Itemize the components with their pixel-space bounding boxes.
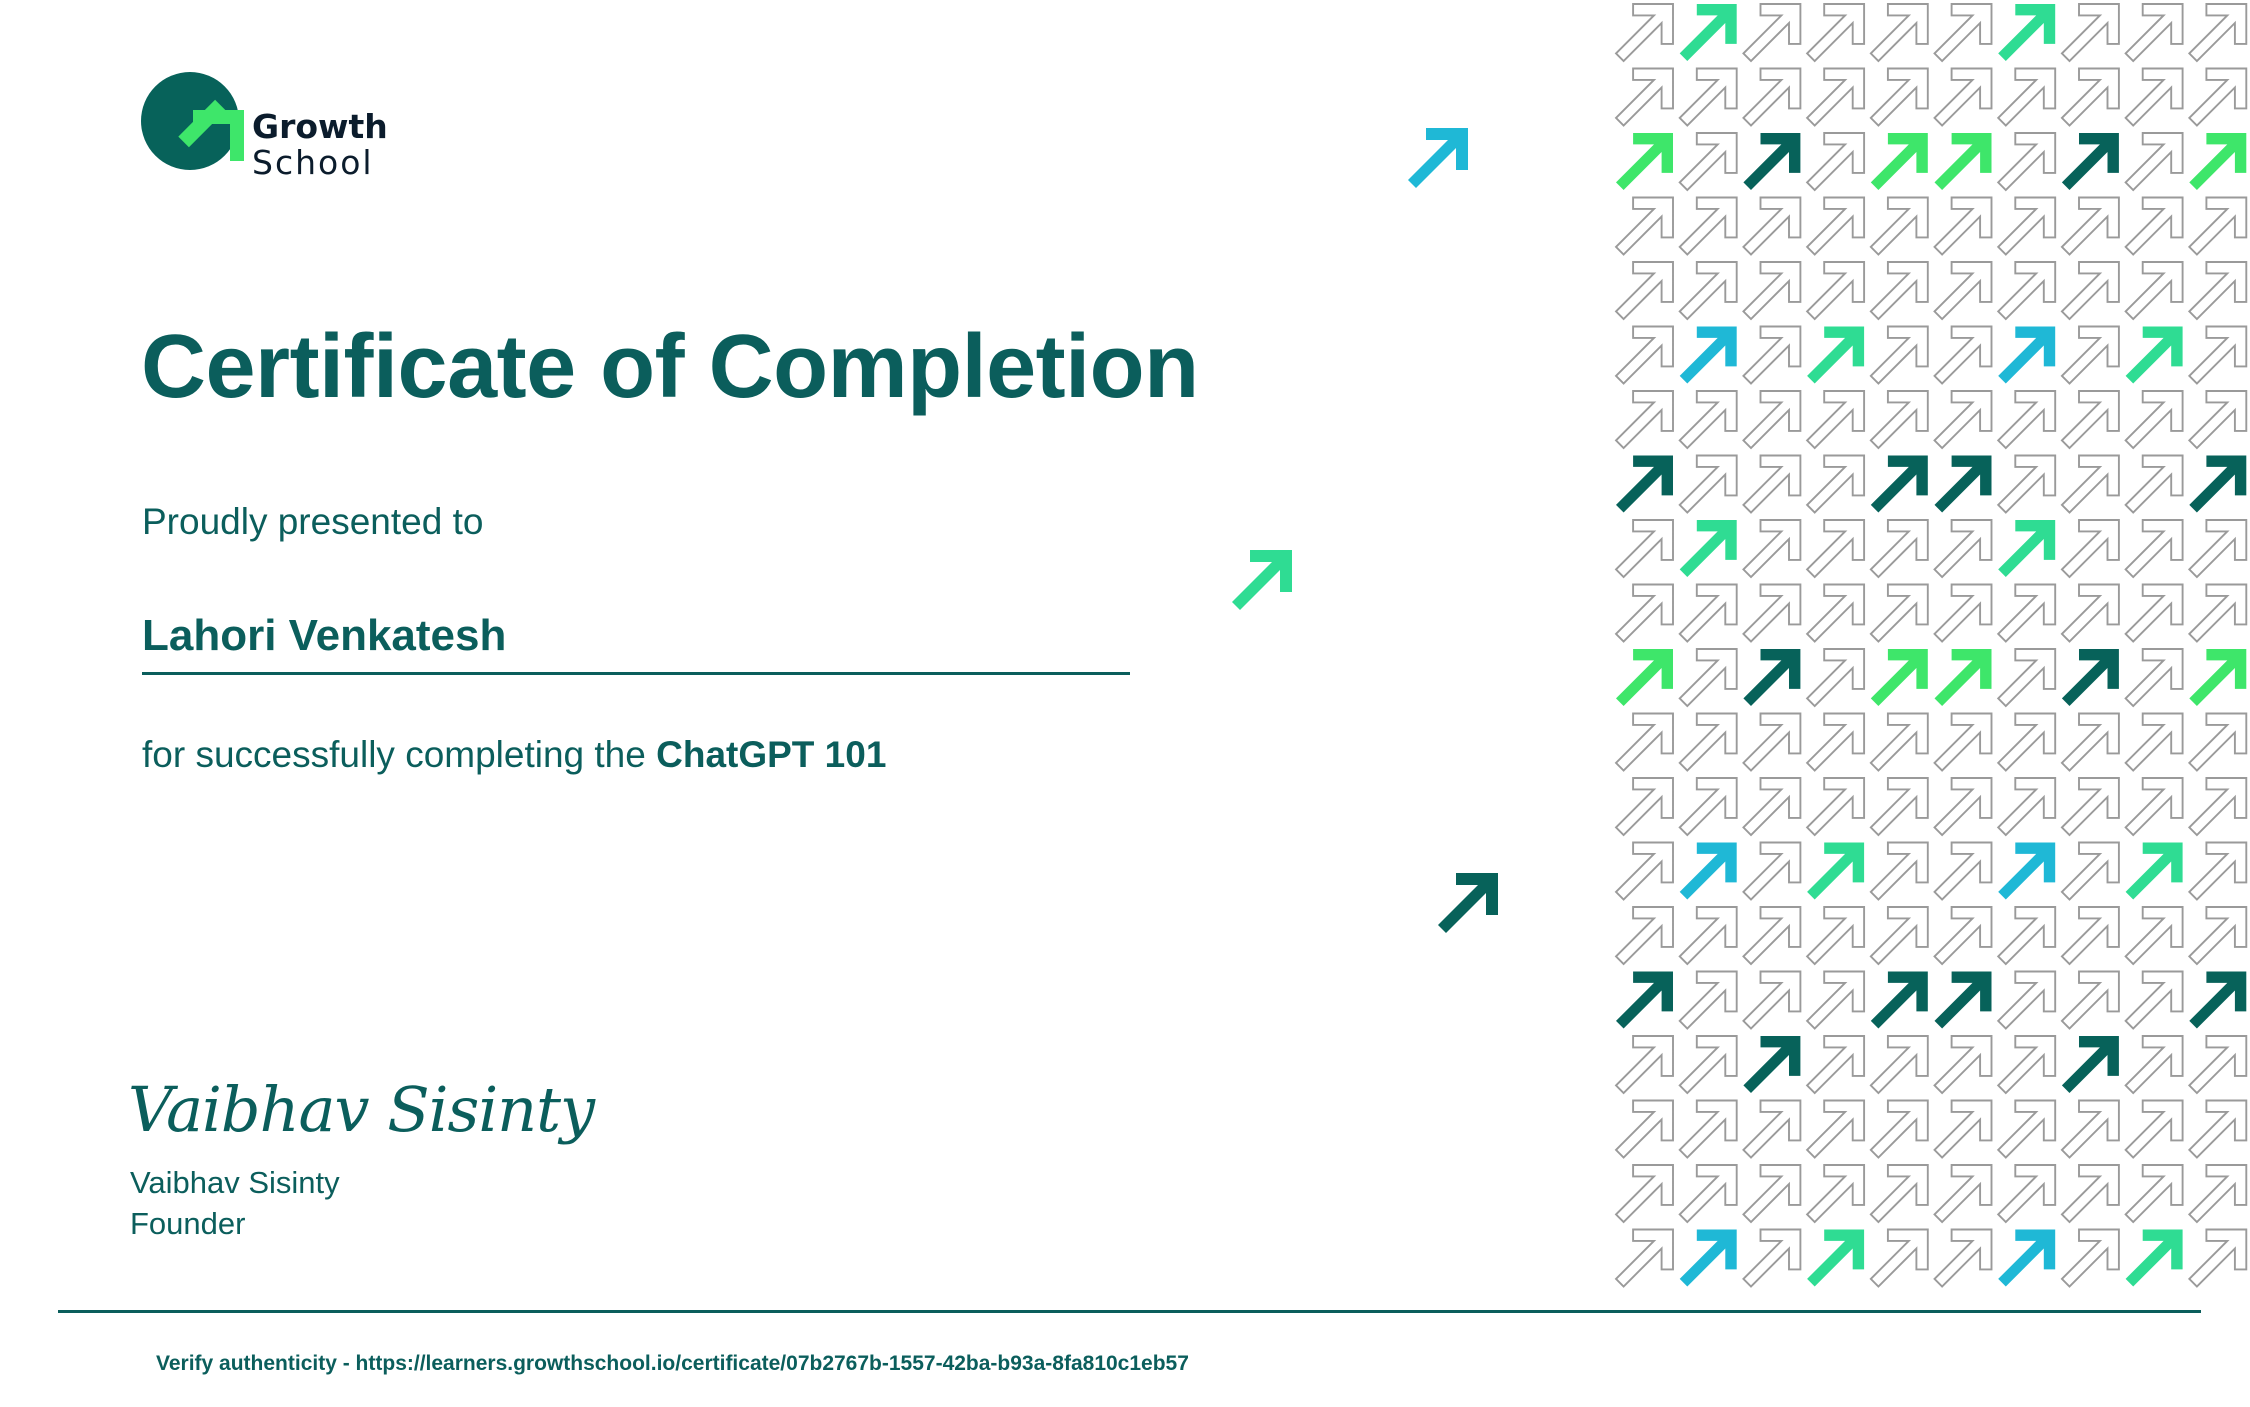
pattern-arrow-outline-icon — [1743, 327, 1800, 384]
pattern-arrow-icon — [1743, 1036, 1800, 1093]
pattern-arrow-outline-icon — [1743, 4, 1800, 61]
pattern-arrow-outline-icon — [2062, 198, 2119, 255]
logo-text-growth: Growth — [252, 107, 388, 146]
pattern-arrow-outline-icon — [1998, 1165, 2055, 1222]
pattern-arrow-icon — [1935, 133, 1992, 190]
pattern-arrow-outline-icon — [1616, 69, 1673, 126]
pattern-arrow-outline-icon — [2189, 1230, 2246, 1287]
pattern-arrow-outline-icon — [1935, 69, 1992, 126]
pattern-arrow-outline-icon — [1743, 843, 1800, 900]
pattern-arrow-outline-icon — [1616, 778, 1673, 835]
pattern-arrow-outline-icon — [1871, 1165, 1928, 1222]
floating-arrow-icon — [1438, 873, 1498, 933]
pattern-arrow-outline-icon — [1807, 1101, 1864, 1158]
pattern-arrow-outline-icon — [1680, 391, 1737, 448]
pattern-arrow-outline-icon — [1616, 4, 1673, 61]
pattern-arrow-outline-icon — [1871, 585, 1928, 642]
pattern-arrow-outline-icon — [1680, 198, 1737, 255]
pattern-arrow-outline-icon — [1998, 262, 2055, 319]
pattern-arrow-outline-icon — [2189, 778, 2246, 835]
pattern-arrow-outline-icon — [1807, 4, 1864, 61]
pattern-arrow-icon — [2126, 843, 2183, 900]
pattern-arrow-icon — [1998, 520, 2055, 577]
pattern-arrow-outline-icon — [2126, 4, 2183, 61]
pattern-arrow-icon — [2126, 1230, 2183, 1287]
pattern-arrow-icon — [1743, 133, 1800, 190]
pattern-arrow-outline-icon — [1807, 391, 1864, 448]
pattern-arrow-outline-icon — [1616, 843, 1673, 900]
pattern-arrow-outline-icon — [2189, 520, 2246, 577]
completion-prefix: for successfully completing the — [142, 734, 646, 775]
pattern-arrow-outline-icon — [2126, 714, 2183, 771]
pattern-arrow-outline-icon — [2189, 1036, 2246, 1093]
pattern-arrow-outline-icon — [2062, 1230, 2119, 1287]
pattern-arrow-outline-icon — [1743, 714, 1800, 771]
pattern-arrow-outline-icon — [1807, 649, 1864, 706]
pattern-arrow-outline-icon — [2189, 262, 2246, 319]
pattern-arrow-outline-icon — [1616, 1101, 1673, 1158]
pattern-arrow-outline-icon — [2126, 391, 2183, 448]
pattern-arrow-outline-icon — [1616, 198, 1673, 255]
logo-text-school: School — [252, 143, 374, 182]
pattern-arrow-outline-icon — [1998, 198, 2055, 255]
pattern-arrow-outline-icon — [1871, 1101, 1928, 1158]
pattern-arrow-icon — [1616, 972, 1673, 1029]
floating-arrow-icon — [1232, 550, 1292, 610]
pattern-arrow-outline-icon — [1871, 391, 1928, 448]
pattern-arrow-outline-icon — [1998, 585, 2055, 642]
pattern-arrow-icon — [1680, 327, 1737, 384]
pattern-arrow-outline-icon — [1935, 907, 1992, 964]
pattern-arrow-outline-icon — [2126, 585, 2183, 642]
pattern-arrow-outline-icon — [1871, 262, 1928, 319]
pattern-arrow-outline-icon — [1871, 4, 1928, 61]
signatory-name: Vaibhav Sisinty — [130, 1165, 340, 1200]
pattern-arrow-outline-icon — [1680, 907, 1737, 964]
pattern-arrow-outline-icon — [1680, 1165, 1737, 1222]
pattern-arrow-outline-icon — [2189, 585, 2246, 642]
pattern-arrow-outline-icon — [2126, 1165, 2183, 1222]
pattern-arrow-outline-icon — [1871, 1230, 1928, 1287]
pattern-arrow-outline-icon — [1871, 327, 1928, 384]
pattern-arrow-outline-icon — [1743, 778, 1800, 835]
pattern-arrow-icon — [1998, 1230, 2055, 1287]
pattern-arrow-outline-icon — [1935, 4, 1992, 61]
pattern-arrow-outline-icon — [1871, 907, 1928, 964]
pattern-arrow-outline-icon — [2189, 1101, 2246, 1158]
pattern-arrow-icon — [1998, 327, 2055, 384]
arrow-pattern-panel — [1612, 0, 2250, 1300]
pattern-arrow-icon — [1871, 649, 1928, 706]
pattern-arrow-icon — [1871, 133, 1928, 190]
pattern-arrow-outline-icon — [1616, 1165, 1673, 1222]
pattern-arrow-outline-icon — [1998, 972, 2055, 1029]
pattern-arrow-icon — [1871, 456, 1928, 513]
pattern-arrow-outline-icon — [1998, 649, 2055, 706]
pattern-arrow-outline-icon — [1935, 520, 1992, 577]
pattern-arrow-outline-icon — [1743, 456, 1800, 513]
pattern-arrow-outline-icon — [2126, 907, 2183, 964]
pattern-arrow-icon — [2189, 972, 2246, 1029]
pattern-arrow-outline-icon — [2062, 778, 2119, 835]
pattern-arrow-outline-icon — [2189, 1165, 2246, 1222]
pattern-arrow-outline-icon — [1871, 69, 1928, 126]
pattern-arrow-outline-icon — [1998, 456, 2055, 513]
pattern-arrow-outline-icon — [1616, 714, 1673, 771]
floating-arrow-icon — [1408, 128, 1468, 188]
pattern-arrow-outline-icon — [1743, 907, 1800, 964]
pattern-arrow-outline-icon — [1935, 327, 1992, 384]
pattern-arrow-outline-icon — [1935, 198, 1992, 255]
pattern-arrow-icon — [1743, 649, 1800, 706]
pattern-arrow-outline-icon — [2062, 456, 2119, 513]
pattern-arrow-outline-icon — [2126, 1101, 2183, 1158]
pattern-arrow-outline-icon — [1616, 327, 1673, 384]
pattern-arrow-icon — [1998, 4, 2055, 61]
pattern-arrow-outline-icon — [1743, 1230, 1800, 1287]
pattern-arrow-outline-icon — [1935, 1165, 1992, 1222]
pattern-arrow-outline-icon — [2126, 133, 2183, 190]
pattern-arrow-outline-icon — [2126, 1036, 2183, 1093]
pattern-arrow-icon — [1807, 327, 1864, 384]
pattern-arrow-outline-icon — [1807, 907, 1864, 964]
pattern-arrow-outline-icon — [1935, 262, 1992, 319]
pattern-arrow-icon — [2062, 1036, 2119, 1093]
pattern-arrow-icon — [1935, 972, 1992, 1029]
course-name: ChatGPT 101 — [656, 734, 887, 775]
pattern-arrow-outline-icon — [2062, 391, 2119, 448]
pattern-arrow-outline-icon — [1743, 198, 1800, 255]
pattern-arrow-outline-icon — [1616, 262, 1673, 319]
pattern-arrow-outline-icon — [1743, 585, 1800, 642]
pattern-arrow-outline-icon — [1680, 714, 1737, 771]
pattern-arrow-outline-icon — [1680, 585, 1737, 642]
pattern-arrow-outline-icon — [1998, 1101, 2055, 1158]
pattern-arrow-outline-icon — [1935, 1230, 1992, 1287]
pattern-arrow-outline-icon — [1743, 391, 1800, 448]
pattern-arrow-outline-icon — [1998, 1036, 2055, 1093]
pattern-arrow-icon — [1680, 520, 1737, 577]
pattern-arrow-outline-icon — [1807, 714, 1864, 771]
pattern-arrow-outline-icon — [2062, 1165, 2119, 1222]
pattern-arrow-outline-icon — [1871, 1036, 1928, 1093]
pattern-arrow-outline-icon — [1871, 714, 1928, 771]
pattern-arrow-outline-icon — [1935, 714, 1992, 771]
pattern-arrow-outline-icon — [1743, 972, 1800, 1029]
pattern-arrow-outline-icon — [1871, 520, 1928, 577]
pattern-arrow-outline-icon — [1616, 907, 1673, 964]
pattern-arrow-icon — [1807, 843, 1864, 900]
pattern-arrow-outline-icon — [1998, 133, 2055, 190]
pattern-arrow-icon — [1935, 456, 1992, 513]
verify-authenticity-link[interactable]: Verify authenticity - https://learners.growthschool.io/certificate/07b2767b-1557-42ba-b93a-8fa810c1eb57 — [156, 1352, 1189, 1375]
pattern-arrow-outline-icon — [2189, 391, 2246, 448]
pattern-arrow-icon — [1616, 649, 1673, 706]
pattern-arrow-outline-icon — [1935, 1036, 1992, 1093]
certificate-title: Certificate of Completion — [141, 317, 1199, 417]
pattern-arrow-outline-icon — [1807, 198, 1864, 255]
pattern-arrow-outline-icon — [1935, 843, 1992, 900]
pattern-arrow-outline-icon — [2126, 778, 2183, 835]
pattern-arrow-outline-icon — [1680, 262, 1737, 319]
pattern-arrow-outline-icon — [2062, 262, 2119, 319]
pattern-arrow-outline-icon — [2189, 327, 2246, 384]
pattern-arrow-outline-icon — [1871, 843, 1928, 900]
pattern-arrow-icon — [1680, 843, 1737, 900]
pattern-arrow-outline-icon — [1807, 520, 1864, 577]
pattern-arrow-outline-icon — [1680, 456, 1737, 513]
pattern-arrow-outline-icon — [2126, 520, 2183, 577]
pattern-arrow-outline-icon — [1743, 69, 1800, 126]
pattern-arrow-outline-icon — [2062, 1101, 2119, 1158]
pattern-arrow-outline-icon — [1871, 198, 1928, 255]
pattern-arrow-outline-icon — [1616, 1036, 1673, 1093]
recipient-name: Lahori Venkatesh — [142, 611, 507, 660]
pattern-arrow-outline-icon — [1680, 1101, 1737, 1158]
pattern-arrow-outline-icon — [2189, 4, 2246, 61]
pattern-arrow-outline-icon — [2062, 972, 2119, 1029]
pattern-arrow-outline-icon — [1935, 1101, 1992, 1158]
pattern-arrow-outline-icon — [1743, 1101, 1800, 1158]
pattern-arrow-outline-icon — [1616, 391, 1673, 448]
pattern-arrow-icon — [1807, 1230, 1864, 1287]
pattern-arrow-icon — [2189, 456, 2246, 513]
pattern-arrow-outline-icon — [1616, 1230, 1673, 1287]
pattern-arrow-outline-icon — [1935, 778, 1992, 835]
pattern-arrow-outline-icon — [1871, 778, 1928, 835]
pattern-arrow-icon — [2189, 133, 2246, 190]
pattern-arrow-outline-icon — [2062, 520, 2119, 577]
pattern-arrow-outline-icon — [1743, 262, 1800, 319]
pattern-arrow-outline-icon — [1807, 262, 1864, 319]
pattern-arrow-outline-icon — [1807, 585, 1864, 642]
pattern-arrow-outline-icon — [1935, 585, 1992, 642]
pattern-arrow-outline-icon — [1680, 778, 1737, 835]
pattern-arrow-outline-icon — [1680, 649, 1737, 706]
pattern-arrow-outline-icon — [2062, 327, 2119, 384]
pattern-arrow-outline-icon — [1807, 778, 1864, 835]
pattern-arrow-outline-icon — [2189, 907, 2246, 964]
pattern-arrow-outline-icon — [2062, 843, 2119, 900]
pattern-arrow-outline-icon — [1998, 778, 2055, 835]
pattern-arrow-outline-icon — [1807, 972, 1864, 1029]
pattern-arrow-outline-icon — [1680, 972, 1737, 1029]
pattern-arrow-icon — [2126, 327, 2183, 384]
pattern-arrow-outline-icon — [1807, 69, 1864, 126]
pattern-arrow-outline-icon — [2126, 69, 2183, 126]
pattern-arrow-outline-icon — [1807, 133, 1864, 190]
presented-to-label: Proudly presented to — [142, 501, 484, 542]
pattern-arrow-icon — [1680, 1230, 1737, 1287]
pattern-arrow-icon — [2062, 649, 2119, 706]
pattern-arrow-outline-icon — [2062, 714, 2119, 771]
pattern-arrow-outline-icon — [1680, 1036, 1737, 1093]
pattern-arrow-outline-icon — [2062, 69, 2119, 126]
signatory-role: Founder — [130, 1206, 246, 1241]
pattern-arrow-icon — [1680, 4, 1737, 61]
pattern-arrow-outline-icon — [2062, 907, 2119, 964]
pattern-arrow-icon — [1935, 649, 1992, 706]
pattern-arrow-icon — [1616, 456, 1673, 513]
pattern-arrow-outline-icon — [1616, 585, 1673, 642]
pattern-arrow-outline-icon — [1807, 456, 1864, 513]
pattern-arrow-outline-icon — [2189, 198, 2246, 255]
pattern-arrow-outline-icon — [2189, 843, 2246, 900]
pattern-arrow-outline-icon — [2062, 4, 2119, 61]
pattern-arrow-outline-icon — [1998, 391, 2055, 448]
pattern-arrow-outline-icon — [2126, 972, 2183, 1029]
pattern-arrow-icon — [2062, 133, 2119, 190]
pattern-arrow-icon — [2189, 649, 2246, 706]
pattern-arrow-outline-icon — [1807, 1165, 1864, 1222]
pattern-arrow-outline-icon — [2189, 714, 2246, 771]
pattern-arrow-outline-icon — [1743, 1165, 1800, 1222]
pattern-arrow-outline-icon — [1935, 391, 1992, 448]
pattern-arrow-outline-icon — [1680, 133, 1737, 190]
pattern-arrow-icon — [1998, 843, 2055, 900]
pattern-arrow-outline-icon — [2189, 69, 2246, 126]
pattern-arrow-outline-icon — [1743, 520, 1800, 577]
pattern-arrow-outline-icon — [1680, 69, 1737, 126]
pattern-arrow-outline-icon — [1998, 907, 2055, 964]
pattern-arrow-outline-icon — [2062, 585, 2119, 642]
pattern-arrow-outline-icon — [2126, 456, 2183, 513]
founder-signature: Vaibhav Sisinty — [128, 1073, 595, 1146]
pattern-arrow-outline-icon — [1998, 69, 2055, 126]
pattern-arrow-icon — [1871, 972, 1928, 1029]
pattern-arrow-outline-icon — [1807, 1036, 1864, 1093]
pattern-arrow-outline-icon — [1616, 520, 1673, 577]
pattern-arrow-outline-icon — [1998, 714, 2055, 771]
pattern-arrow-icon — [1616, 133, 1673, 190]
pattern-arrow-outline-icon — [2126, 649, 2183, 706]
pattern-arrow-outline-icon — [2126, 262, 2183, 319]
pattern-arrow-outline-icon — [2126, 198, 2183, 255]
